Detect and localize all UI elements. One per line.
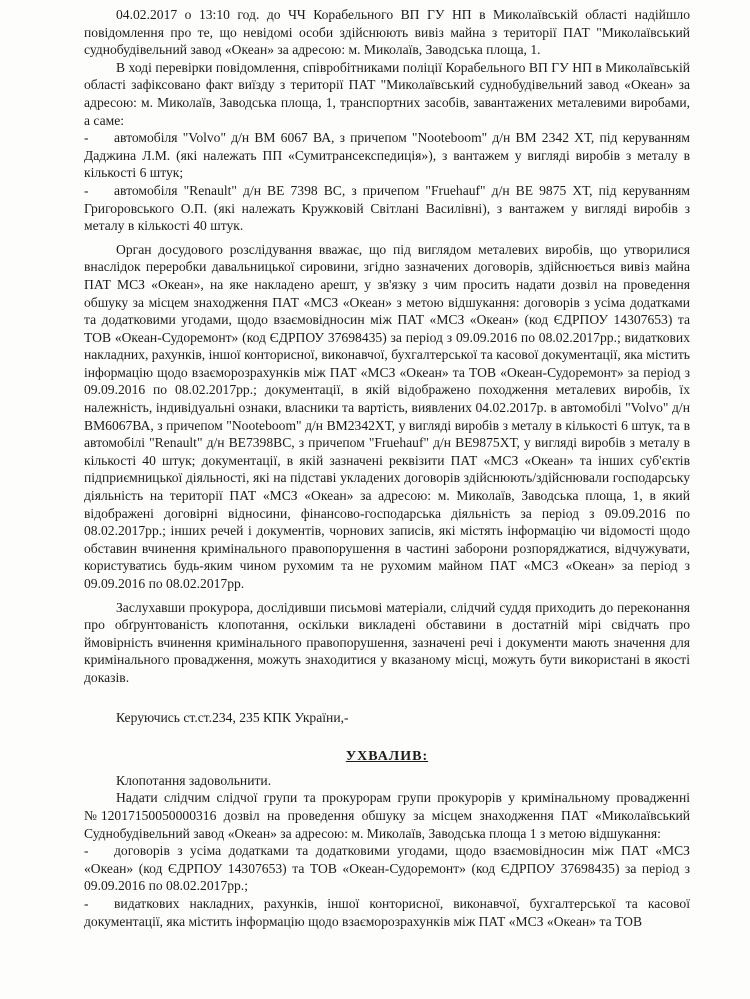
paragraph-inspection: В ході перевірки повідомлення, співробітниками поліції Корабельного ВП ГУ НП в Миколаївській області зафіксовано факт виїзду з території ПАТ "Миколаївський суднобудівельний завод «Океан» за адресою: м. Миколаїв, Заводська площа, 1, транспортних засобів, завантажених металевими виробами, а саме: [84,59,690,128]
paragraph-permission: Надати слідчим слідчої групи та прокурорам групи прокурорів у кримінальному провадженні №12017150050000316 дозвіл на проведення обшуку за місцем знаходження ПАТ «Миколаївський Суднобудівельний завод «Океан» за адресою: м. Миколаїв, Заводська площа 1 з метою відшукання: [84,790,690,841]
bullet-dash: - [84,843,89,859]
paragraph-report: 04.02.2017 о 13:10 год. до ЧЧ Корабельного ВП ГУ НП в Миколаївській області надійшло повідомлення про те, що невідомі особи здійснюють вивіз майна з території ПАТ "Миколаївський суднобудівельний завод «Океан» за адресою: м. Миколаїв, Заводська площа, 1. [84,7,690,58]
list-item-text: договорів з усіма додатками та додатковими угодами, щодо взаємовідносин між ПАТ «МСЗ «Океан» (код ЄДРПОУ 14307653) та ТОВ «Океан-Судоремонт» (код ЄДРПОУ 37698435) за період з 09.09.2016 по 08.02.2017рр.; [84,843,690,894]
paragraph-grant: Клопотання задовольнити. [116,772,272,788]
section-heading-decision: УХВАЛИВ: [345,749,429,765]
list-item-volvo [84,129,690,182]
paragraph-conclusion: Заслухавши прокурора, дослідивши письмові матеріали, слідчий суддя приходить до переконання про обґрунтованість клопотання, оскільки викладені обставини в достатній мірі свідчать про ймовірність вчинення кримінального правопорушення, зазначені речі і документи мають значення для кримінального провадження, можуть знаходитися у вказаному місці, можуть бути використані в якості доказів. [84,599,690,685]
bullet-dash: - [84,182,89,198]
list-item-invoices [84,895,690,930]
bullet-dash: - [84,895,89,911]
list-item-renault [84,182,690,235]
list-item-text: автомобіля "Renault" д/н ВЕ 7398 ВС, з причепом "Fruehauf" д/н ВЕ 9875 ХТ, під керуванням Григоровського О.П. (які належать Кружковій Світлані Василівні), з вантажем у вигляді виробів з металу в кількості 40 штук. [84,182,690,234]
list-item-contracts [84,842,690,895]
bullet-dash: - [84,130,89,146]
paragraph-legal-basis: Керуючись ст.ст.234, 235 КПК України,- [116,709,349,725]
list-item-text: видаткових накладних, рахунків, іншої конторисної, виконавчої, бухгалтерської та касової документації, яка містить інформацію щодо взаєморозрахунків між ПАТ «МСЗ «Океан» та ТОВ [84,895,690,929]
list-item-text: автомобіля "Volvo" д/н ВМ 6067 ВА, з причепом "Nooteboom" д/н ВМ 2342 ХТ, під керуванням Даджина Л.М. (які належать ПП «Сумитрансекспедиція»), з вантажем у вигляді виробів з металу в кількості 6 штук; [84,130,690,181]
paragraph-investigation: Орган досудового розслідування вважає, що під виглядом металевих виробів, що утворилися внаслідок переробки давальницької сировини, згідно зазначених договорів, здійснюється вивіз майна ПАТ МСЗ «Океан», на яке накладено арешт, у зв'язку з чим просить надати дозвіл на проведення обшуку за місцем знаходження ПАТ «МСЗ «Океан» з метою відшукання: договорів з усіма додатками та додатковими угодами, щодо взаємовідносин між ПАТ «МСЗ «Океан» (код ЄДРПОУ 14307653) та ТОВ «Океан-Судоремонт» (код ЄДРПОУ 37698435) за період з 09.09.2016 по 08.02.2017рр.; видаткових накладних, рахунків, іншої конторисної, виконавчої, бухгалтерської та касової документації, яка містить інформацію щодо взаєморозрахунків між ПАТ «МСЗ «Океан» та ТОВ «Океан-Судоремонт» за період з 09.09.2016 по 08.02.2017рр.; документації, в якій відображено походження металевих виробів, їх належність, індивідуальні ознаки, власники та вартість, виявлених 04.02.2017р. в автомобілі "Volvo" д/н ВМ6067ВА, з причепом "Nooteboom" д/н ВМ2342ХТ, у вигляді виробів з металу в кількості 6 штук, та в автомобілі "Renault" д/н ВЕ7398ВС, з причепом "Fruehauf" д/н ВЕ9875ХТ, у вигляді виробів з металу в кількості 40 штук; документації, в якій зазначені реквізити ПАТ «МСЗ «Океан» та інших суб'єктів підприємницької діяльності, які на підставі укладених договорів здійснюють/здійснювали господарську діяльність на території ПАТ «МСЗ «Океан» за адресою: м. Миколаїв, Заводська площа, 1, в який відображені договірні відносини, фінансово-господарська діяльність за період з 09.09.2016 по 08.02.2017рр.; інших речей і документів, чорнових записів, які містять інформацію чи відомості щодо обставин вчинення кримінального правопорушення в частині заборони розпоряджатися, відчужувати, користуватись будь-яким чином рухомим та не рухомим майном ПАТ «МСЗ «Океан» за період з 09.09.2016 по 08.02.2017рр. [84,241,690,591]
